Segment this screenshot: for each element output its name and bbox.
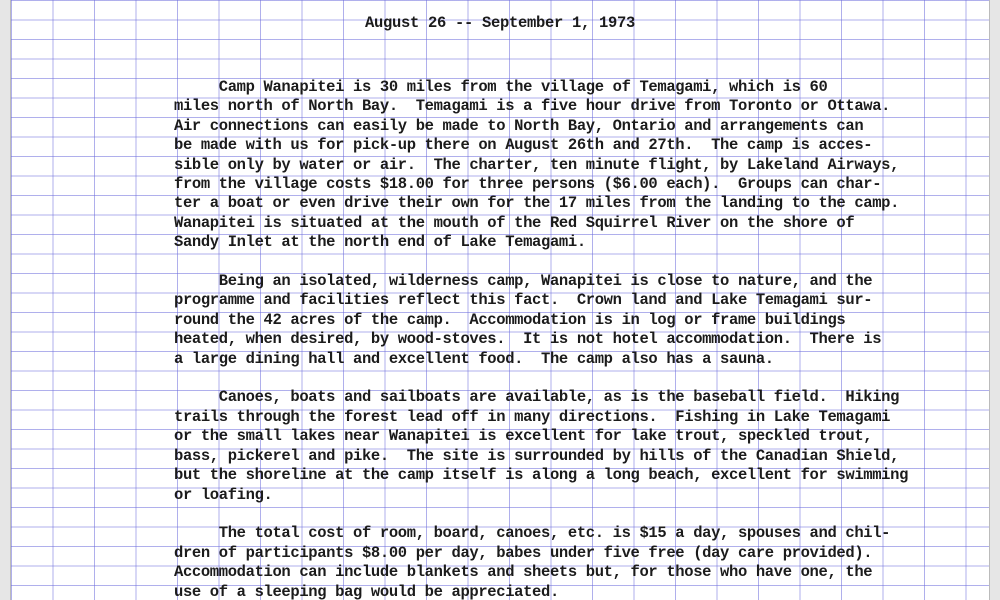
- text-line: round the 42 acres of the camp. Accommodation is in log or frame buildings: [174, 310, 846, 329]
- text-line: use of a sleeping bag would be appreciated.: [174, 582, 559, 600]
- text-line: be made with us for pick-up there on August 26th and 27th. The camp is acces-: [174, 136, 873, 155]
- text-line: ter a boat or even drive their own for the 17 miles from the landing to the camp.: [174, 194, 900, 213]
- paragraph-costs: [174, 524, 900, 600]
- text-line: or loafing.: [174, 485, 273, 504]
- text-line: Sandy Inlet at the north end of Lake Temagami.: [174, 233, 586, 252]
- left-page-edge: [0, 0, 11, 600]
- right-page-edge: [989, 0, 1000, 600]
- text-line: Accommodation can include blankets and sheets but, for those who have one, the: [174, 563, 873, 582]
- text-line: dren of participants $8.00 per day, babes under five free (day care provided).: [174, 543, 873, 562]
- text-line: a large dining hall and excellent food. The camp also has a sauna.: [174, 349, 774, 368]
- date-heading: August 26 -- September 1, 1973: [364, 14, 636, 32]
- text-line: Wanapitei is situated at the mouth of the Red Squirrel River on the shore of: [174, 213, 855, 232]
- text-line: or the small lakes near Wanapitei is excellent for lake trout, speckled trout,: [174, 427, 873, 446]
- text-line: trails through the forest lead off in many directions. Fishing in Lake Temagami: [174, 407, 891, 426]
- paragraph-activities: [174, 388, 909, 504]
- paragraph-location: [174, 78, 900, 253]
- text-line: sible only by water or air. The charter, ten minute flight, by Lakeland Airways,: [174, 155, 900, 174]
- text-line: Being an isolated, wilderness camp, Wanapitei is close to nature, and the: [174, 272, 873, 291]
- text-line: but the shoreline at the camp itself is along a long beach, excellent for swimming: [174, 466, 909, 485]
- paragraph-facilities: [174, 272, 900, 369]
- document-body: [174, 78, 909, 600]
- text-line: heated, when desired, by wood-stoves. It is not hotel accommodation. There is: [174, 330, 882, 349]
- text-line: bass, pickerel and pike. The site is surrounded by hills of the Canadian Shield,: [174, 446, 900, 465]
- text-line: programme and facilities reflect this fact. Crown land and Lake Temagami sur-: [174, 291, 873, 310]
- text-line: Camp Wanapitei is 30 miles from the village of Temagami, which is 60: [174, 78, 828, 96]
- text-line: The total cost of room, board, canoes, etc. is $15 a day, spouses and chil-: [174, 524, 891, 543]
- text-line: Air connections can easily be made to North Bay, Ontario and arrangements can: [174, 116, 864, 135]
- text-line: Canoes, boats and sailboats are available, as is the baseball field. Hiking: [174, 388, 900, 407]
- text-line: miles north of North Bay. Temagami is a five hour drive from Toronto or Ottawa.: [174, 97, 891, 116]
- text-line: from the village costs $18.00 for three persons ($6.00 each). Groups can char-: [174, 175, 882, 194]
